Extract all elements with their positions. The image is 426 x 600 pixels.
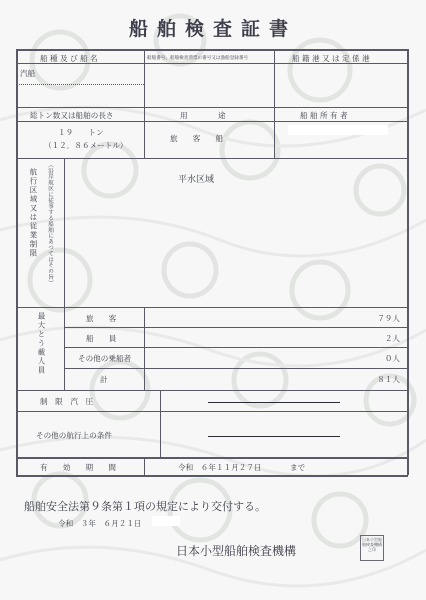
others-label: その他の乗船者 — [78, 354, 132, 363]
rule — [16, 307, 408, 308]
redacted-date-suffix — [152, 516, 180, 526]
rule — [16, 390, 408, 391]
official-seal — [360, 535, 384, 561]
use-value: 旅 客 船 — [170, 134, 224, 143]
rule — [144, 307, 145, 390]
navigation-area-value: 平水区域 — [178, 175, 215, 185]
rule — [144, 49, 145, 107]
validity-label: 有 効 期 間 — [40, 463, 116, 472]
passengers-value: ７９人 — [377, 314, 400, 323]
rule — [64, 327, 408, 328]
rule — [64, 368, 408, 369]
rule — [16, 158, 408, 159]
document-title: 船舶検査証書 — [128, 18, 297, 40]
conditions-none-line — [208, 436, 340, 437]
table-top-border — [16, 49, 408, 51]
ship-kind-value: 汽船 — [20, 69, 36, 78]
seal-text: 日本小型船舶検査機構之印 — [362, 537, 382, 552]
navigation-area-label: 航行区域又は従業制限 — [29, 168, 38, 258]
issue-date: 令和 ３年 ６月２１日 — [58, 519, 142, 528]
capacity-label: 最大とう載人員 — [37, 312, 46, 375]
rule — [16, 121, 408, 122]
steam-pressure-label: 制 限 汽 圧 — [40, 397, 94, 406]
rule — [160, 390, 161, 457]
rule — [16, 107, 408, 108]
navigation-area-sublabel: （沿岸航区に従事する船舶にあつてはその旨） — [47, 162, 53, 286]
others-value: ０人 — [384, 354, 400, 363]
validity-until: まで — [290, 463, 306, 472]
passengers-label: 旅 客 — [86, 314, 117, 323]
redacted-owner — [288, 125, 388, 135]
issue-statement: 船舶安全法第９条第１項の規定により交付する。 — [24, 500, 266, 513]
ship-kind-name-label: 船 種 及 び 船 名 — [40, 54, 98, 63]
length-value: （１２．８６メートル） — [44, 141, 128, 150]
table-bottom-border — [16, 475, 408, 477]
steam-pressure-none-line — [208, 402, 340, 403]
use-label: 用 途 — [180, 111, 226, 120]
crew-label: 船 員 — [86, 334, 117, 343]
crew-value: ２人 — [384, 334, 400, 343]
total-label: 計 — [100, 375, 108, 384]
issuer-name: 日本小型船舶検査機構 — [176, 544, 297, 558]
rule — [144, 107, 145, 158]
rule — [64, 347, 408, 348]
rule — [64, 307, 65, 390]
owner-label: 船 舶 所 有 者 — [300, 111, 348, 120]
rule — [274, 49, 275, 158]
total-value: ８１人 — [377, 375, 400, 384]
port-label: 船 籍 港 又 は 定 係 港 — [292, 54, 370, 63]
rule — [16, 84, 144, 85]
tonnage-label: 総トン数又は船舶の長さ — [30, 111, 114, 120]
ship-number-label: 船舶番号、船舶検査済票の番号又は漁船登録番号 — [147, 56, 249, 61]
conditions-label: その他の航行上の条件 — [36, 431, 112, 440]
rule — [16, 457, 408, 459]
validity-value: 令和 ６年１１月２７日 — [178, 463, 262, 472]
tonnage-value: １９ トン — [58, 128, 104, 137]
rule — [16, 411, 408, 412]
rule — [144, 457, 145, 475]
rule — [64, 158, 65, 307]
